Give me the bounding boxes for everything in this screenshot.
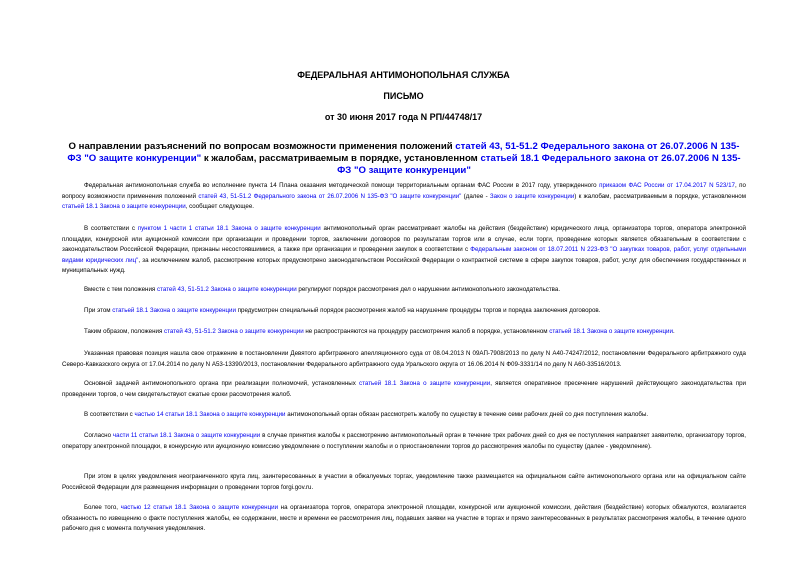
document-title <box>62 141 746 177</box>
paragraph-text: , за исключением жалоб, рассмотрение которых предусмотрено законодательством Российской Федерации о контрактной системе в сфере закупок товаров, работ, услуг для обеспечения государственных и муниципальных нужд. <box>62 256 746 275</box>
paragraph-text: При этом <box>84 307 113 314</box>
paragraph <box>62 224 746 277</box>
law-reference-link[interactable]: статей 43, 51-51.2 Закона о защите конкуренции <box>157 286 297 293</box>
paragraph <box>62 503 746 535</box>
law-reference-link[interactable]: пунктом 1 части 1 статьи 18.1 Закона о защите конкуренции <box>137 225 321 232</box>
document-issuer: ФЕДЕРАЛЬНАЯ АНТИМОНОПОЛЬНАЯ СЛУЖБА <box>297 70 510 80</box>
paragraph-text: не распространяются на процедуру рассмотрения жалоб в порядке, установленном <box>303 328 550 335</box>
paragraph-text: . <box>672 328 675 335</box>
paragraph <box>62 306 746 317</box>
paragraph-text: При этом в целях уведомления неограниченного круга лиц, заинтересованных в участии в обжалуемых торгах, уведомление также размещается на официальном сайте антимонопольного органа или на официальном сайте Российской Федерации для размещения информации о проведении торгов forgi.gov.ru. <box>62 473 746 491</box>
paragraph-text: , является оперативное пресечение нарушений действующего законодательства при проведении торгов, о чем свидетельствуют сжатые сроки рассмотрения жалоб. <box>62 380 746 398</box>
paragraph-text: предусмотрен специальный порядок рассмотрения жалоб на нарушение процедуры торгов и порядка заключения договоров. <box>235 307 601 314</box>
paragraph-text: на организатора торгов, оператора электронной площадки, конкурсной или аукционной комиссии, действия (бездействие) которых обжалуются, возлагается обязанность по извещению о факте поступления жалобы, ее содержании, месте и времени ее рассмотрения лиц, подавших заявки на участие в торгах и прямо заинтересованных в результатах рассмотрения жалобы, в течение одного рабочего дня с момента получения уведомления. <box>62 504 747 533</box>
document-type: ПИСЬМО <box>383 91 424 101</box>
title-link[interactable]: статей 43, 51-51.2 Федерального закона от 26.07.2006 N 135-ФЗ "О защите конкуренции" <box>67 141 740 164</box>
title-text: О направлении разъяснений по вопросам возможности применения положений <box>68 141 456 152</box>
law-reference-link[interactable]: статьей 18.1 Закона о защите конкуренции <box>112 307 236 314</box>
paragraph-text: Вместе с тем положения <box>84 286 157 293</box>
law-reference-link[interactable]: статей 43, 51-51.2 Федерального закона от 26.07.2006 N 135-ФЗ "О защите конкуренции" <box>198 192 462 200</box>
paragraph <box>62 327 746 338</box>
law-reference-link[interactable]: частью 12 статьи 18.1 Закона о защите конкуренции <box>120 504 279 511</box>
paragraph-text: Основной задачей антимонопольного органа при реализации полномочий, установленных <box>84 380 360 387</box>
paragraph-text: Федеральная антимонопольная служба во исполнение пункта 14 Плана оказания методической помощи территориальным органам ФАС России в 2017 году, утвержденного <box>84 182 600 189</box>
paragraph-text: ) к жалобам, рассматриваемым в порядке, установленном <box>574 192 746 200</box>
law-reference-link[interactable]: статьей 18.1 Закона о защите конкуренции <box>549 328 673 335</box>
paragraph-text: антимонопольный орган обязан рассмотреть жалобу по существу в течение семи рабочих дней со дня поступления жалобы. <box>285 411 649 418</box>
paragraph <box>62 349 746 370</box>
document-date-number: от 30 июня 2017 года N РП/44748/17 <box>324 112 483 122</box>
paragraph-text: В соответствии с <box>84 225 138 232</box>
paragraph-text: , сообщает следующее. <box>185 203 255 211</box>
paragraph-text: антимонопольный орган рассматривает жалобы на действия (бездействие) юридического лица, организатора торгов, оператора электронной площадки, конкурсной или аукционной комиссии при организации и проведении торгов, заключении договоров по результатам торгов или в случае, если торги, проведение которых является обязательным в соответствии с законодательством Российской Федерации, признаны несостоявшимися, а также при организации и проведении закупок в соответствии с <box>62 225 747 254</box>
paragraph-text: Указанная правовая позиция нашла свое отражение в постановлении Девятого арбитражного апелляционного суда от 08.04.2013 N 09АП-7908/2013 по делу N А40-74247/2012, постановлении Федерального арбитражного суда Северо-Кавказского округа от 17.04.2014 по делу N А53-13390/2013, постановлении Федерального арбитражного суда Уральского округа от 16.06.2014 N Ф09-3331/14 по делу N А60-33516/2013. <box>62 350 746 368</box>
paragraph <box>62 285 746 296</box>
paragraph <box>62 181 746 213</box>
paragraph <box>62 472 746 493</box>
paragraph <box>62 431 746 452</box>
paragraph-text: Согласно <box>84 432 113 439</box>
law-reference-link[interactable]: Закон о защите конкуренции <box>489 192 575 200</box>
law-reference-link[interactable]: частью 14 статьи 18.1 Закона о защите конкуренции <box>134 411 286 418</box>
law-reference-link[interactable]: приказом ФАС России от 17.04.2017 N 523/17 <box>599 182 735 189</box>
paragraph-text: регулируют порядок рассмотрения дел о нарушении антимонопольного законодательства. <box>296 286 561 293</box>
paragraph <box>62 379 746 400</box>
title-text: к жалобам, рассматриваемым в порядке, установленном <box>201 153 481 164</box>
paragraph <box>62 410 746 421</box>
paragraph-text: Более того, <box>84 504 121 511</box>
law-reference-link[interactable]: Федеральным законом от 18.07.2011 N 223-ФЗ "О закупках товаров, работ, услуг отдельными видами юридических лиц" <box>62 246 746 264</box>
law-reference-link[interactable]: статей 43, 51-51.2 Закона о защите конкуренции <box>164 328 304 335</box>
law-reference-link[interactable]: статьей 18.1 Закона о защите конкуренции <box>62 203 186 211</box>
paragraph-text: , по вопросу возможности применения положений <box>62 182 746 200</box>
paragraph-text: в случае принятия жалобы к рассмотрению антимонопольный орган в течение трех рабочих дней со дня ее поступления направляет заявителю, организатору торгов, оператору электронной площадки, в конкурсную или аукционную комиссию уведомление о поступлении жалобы и о приостановлении торгов до рассмотрения жалобы по существу (далее - уведомление). <box>62 432 746 450</box>
title-link[interactable]: статьей 18.1 Федерального закона от 26.07.2006 N 135-ФЗ "О защите конкуренции" <box>337 153 741 176</box>
law-reference-link[interactable]: части 11 статьи 18.1 Закона о защите конкуренции <box>112 432 261 439</box>
paragraph-text: Таким образом, положения <box>84 328 165 335</box>
paragraph-text: (далее - <box>461 192 490 200</box>
law-reference-link[interactable]: статьей 18.1 Закона о защите конкуренции <box>359 380 491 387</box>
paragraph-text: В соответствии с <box>84 411 135 418</box>
